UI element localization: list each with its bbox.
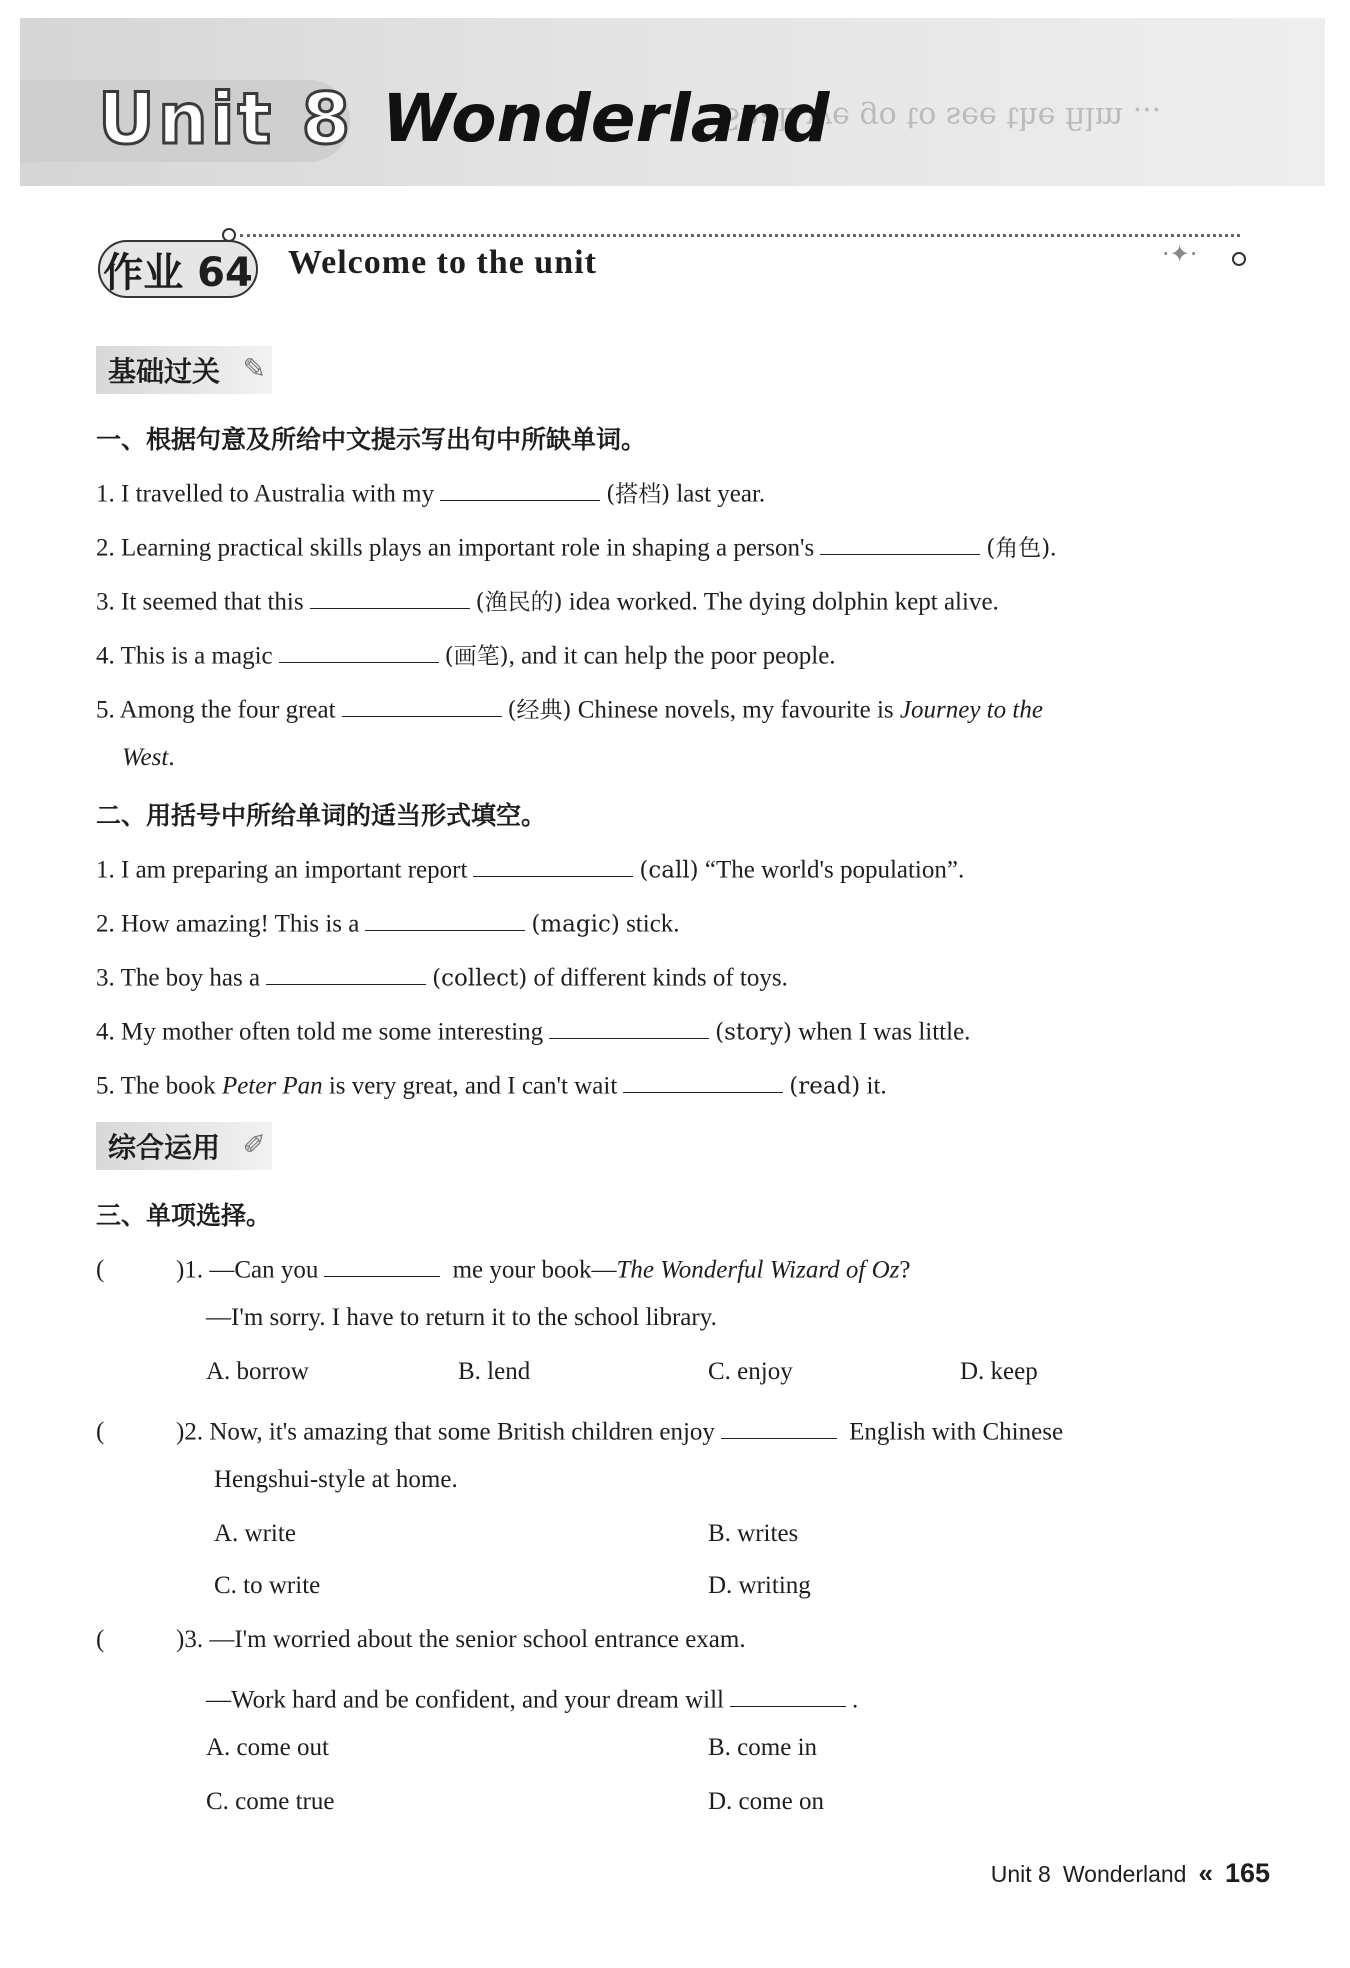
question-2-continuation: Hengshui-style at home. [214,1466,458,1493]
list-item: 2. Learning practical skills plays an important role in shaping a person's (角色). [96,528,1056,562]
answer-blank[interactable] [342,690,502,717]
option-c[interactable]: C. enjoy [708,1358,793,1385]
part1-heading: 一、根据句意及所给中文提示写出句中所缺单词。 [96,425,647,454]
answer-blank[interactable] [279,636,439,663]
question-3: ( )3. —I'm worried about the senior school entrance exam. [96,1626,746,1653]
page-number: 165 [1224,1858,1270,1888]
sparkle-icon: ·✦· [1162,240,1198,268]
footer-unit: Unit 8 [990,1861,1051,1887]
sparkle-pencil-icon: ✐ [242,1128,267,1161]
question-3-reply: —Work hard and be confident, and your dream will . [206,1680,858,1714]
list-item-continuation: West. [122,744,175,771]
unit-label: Unit 8 [98,78,354,160]
option-b[interactable]: B. come in [708,1734,818,1761]
answer-blank[interactable] [549,1012,709,1039]
answer-blank[interactable] [266,958,426,985]
dotted-rule [240,234,1240,237]
option-a[interactable]: A. borrow [206,1358,309,1385]
part3-heading: 三、单项选择。 [96,1201,272,1230]
list-item: 1. I am preparing an important report (call) “The world's population”. [96,850,964,884]
answer-blank[interactable] [440,474,600,501]
option-a[interactable]: A. write [214,1520,296,1547]
question-2: ( )2. Now, it's amazing that some British children enjoy English with Chinese [96,1412,1063,1446]
answer-blank[interactable] [623,1066,783,1093]
option-c[interactable]: C. come true [206,1788,335,1815]
answer-bracket[interactable]: ( [96,1626,105,1653]
question-1: ( )1. —Can you me your book—The Wonderful Wizard of Oz? [96,1250,911,1284]
answer-blank[interactable] [473,850,633,877]
option-a[interactable]: A. come out [206,1734,329,1761]
part2-heading: 二、用括号中所给单词的适当形式填空。 [96,801,547,830]
section-tab-basic [96,346,272,394]
section-label: 基础过关 [108,355,221,388]
chevron-left-icon: « [1198,1858,1213,1888]
answer-blank[interactable] [730,1680,846,1707]
section-tab-applied [96,1122,272,1170]
ring-decoration [1232,252,1246,266]
section-label: 综合运用 [108,1131,221,1164]
list-item: 4. This is a magic (画笔), and it can help the poor people. [96,636,836,670]
list-item: 2. How amazing! This is a (magic) stick. [96,904,680,938]
answer-blank[interactable] [820,528,980,555]
unit-title: Wonderland [382,80,830,157]
option-d[interactable]: D. writing [708,1572,811,1599]
option-b[interactable]: B. lend [458,1358,531,1385]
homework-badge: 作业 64 [98,240,258,298]
list-item: 3. The boy has a (collect) of different kinds of toys. [96,958,788,992]
option-b[interactable]: B. writes [708,1520,799,1547]
list-item: 5. The book Peter Pan is very great, and I can't wait (read) it. [96,1066,887,1100]
list-item: 4. My mother often told me some interesting (story) when I was little. [96,1012,970,1046]
homework-title: Welcome to the unit [288,244,597,281]
answer-bracket[interactable]: ( [96,1256,105,1284]
option-c[interactable]: C. to write [214,1572,321,1599]
answer-blank[interactable] [310,582,470,609]
list-item: 1. I travelled to Australia with my (搭档) last year. [96,474,765,508]
answer-blank[interactable] [365,904,525,931]
list-item: 3. It seemed that this (渔民的) idea worked. The dying dolphin kept alive. [96,582,999,616]
show-through-text: Shall we go to see the film ... [720,100,1162,135]
question-1-reply: —I'm sorry. I have to return it to the school library. [206,1304,717,1331]
answer-bracket[interactable]: ( [96,1418,105,1446]
answer-blank[interactable] [324,1250,440,1277]
answer-blank[interactable] [721,1412,837,1439]
option-d[interactable]: D. keep [960,1358,1038,1385]
list-item: 5. Among the four great (经典) Chinese novels, my favourite is Journey to the [96,690,1043,724]
pencil-icon: ✎ [242,352,267,385]
page-footer [991,1858,1270,1889]
option-d[interactable]: D. come on [708,1788,824,1815]
footer-title: Wonderland [1062,1861,1187,1887]
